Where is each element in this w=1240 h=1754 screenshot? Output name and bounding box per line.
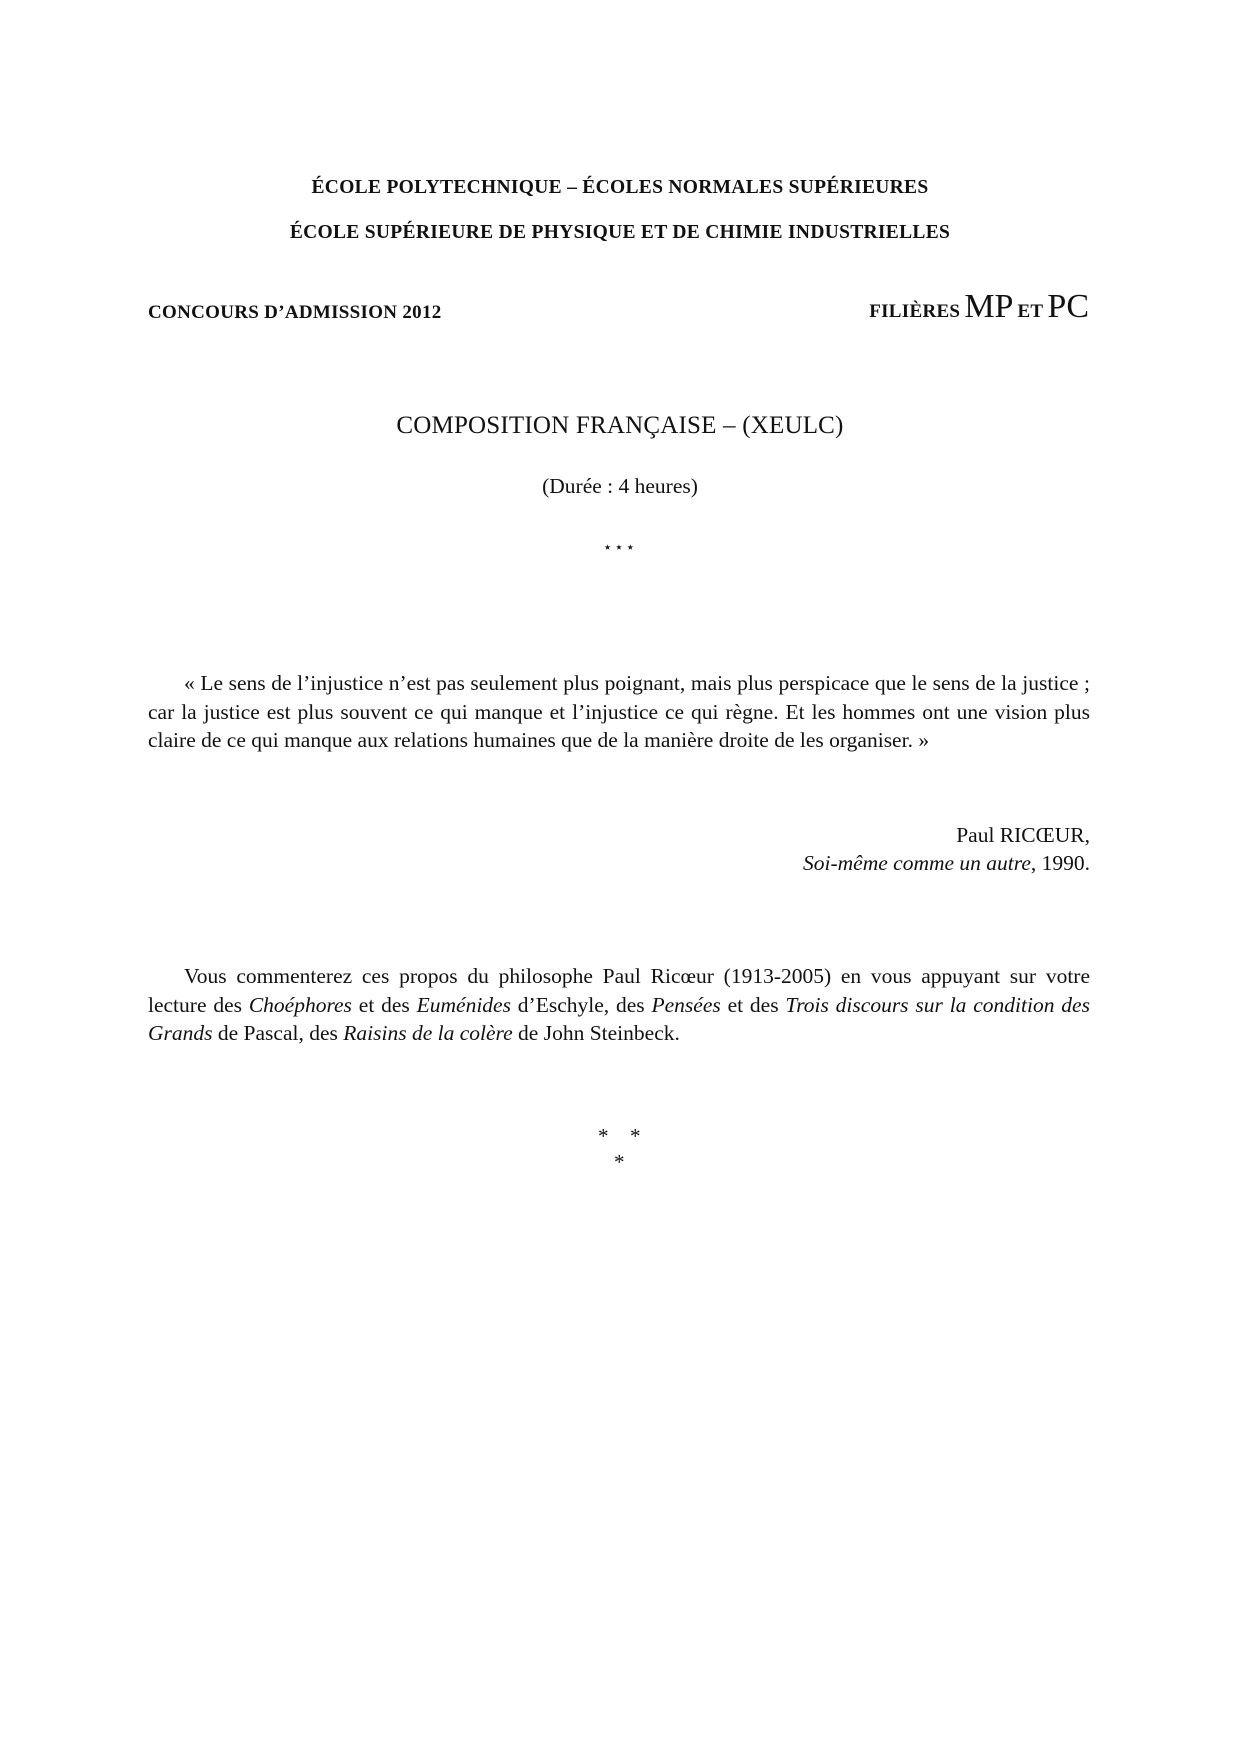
quote-work-title: Soi-même comme un autre: [803, 851, 1031, 875]
quote-author: Paul RICŒUR,: [956, 823, 1090, 847]
instructions-text-3: d’Eschyle, des: [510, 992, 652, 1017]
end-mark-star: *: [614, 1150, 625, 1174]
filieres-prefix: FILIÈRES: [869, 301, 961, 322]
work-trois-discours: Trois discours sur la condition des Grands: [148, 992, 1090, 1045]
end-mark-star: *: [598, 1124, 609, 1148]
instructions-text-4: et des: [720, 992, 786, 1017]
instructions-text-1: Vous commenterez ces propos du philosophe Paul Ricœur (1913-2005) en vous appuyant sur votre lecture des: [148, 964, 1090, 1017]
concours-label: CONCOURS D’ADMISSION 2012: [148, 302, 442, 323]
instructions-text-6: de John Steinbeck.: [512, 1021, 680, 1045]
work-pensees: Pensées: [651, 992, 721, 1017]
filieres-et: ET: [1017, 301, 1044, 322]
instructions-text-5: de Pascal, des: [212, 1021, 344, 1045]
instructions-text-2: et des: [351, 992, 417, 1017]
school-header-line-2: ÉCOLE SUPÉRIEURE DE PHYSIQUE ET DE CHIMIE INDUSTRIELLES: [289, 222, 951, 243]
work-eumenides: Euménides: [416, 992, 511, 1017]
quote-work-year: , 1990.: [1030, 851, 1090, 875]
quote-source: [803, 849, 1090, 878]
work-choephores: Choéphores: [248, 992, 352, 1017]
exam-title: COMPOSITION FRANÇAISE – (XEULC): [396, 412, 844, 439]
work-raisins-colere: Raisins de la colère: [343, 1021, 513, 1045]
filiere-mp: MP: [964, 288, 1014, 325]
separator-stars: ⋆⋆⋆: [602, 540, 638, 556]
filieres-label: [869, 288, 1089, 326]
filiere-pc: PC: [1047, 288, 1089, 325]
end-mark-star: *: [630, 1124, 641, 1148]
instructions-paragraph: [148, 962, 1090, 1048]
quote-paragraph: « Le sens de l’injustice n’est pas seulement plus poignant, mais plus perspicace que le sens de la justice ; car la justice est plus souvent ce qui manque et l’injustice ce qui règne. Et les hommes ont une vision plus claire de ce qui manque aux relations humaines que de la manière droite de les organiser. »: [148, 671, 1090, 752]
exam-duration: (Durée : 4 heures): [542, 474, 698, 498]
school-header-line-1: ÉCOLE POLYTECHNIQUE – ÉCOLES NORMALES SUPÉRIEURES: [311, 177, 929, 198]
